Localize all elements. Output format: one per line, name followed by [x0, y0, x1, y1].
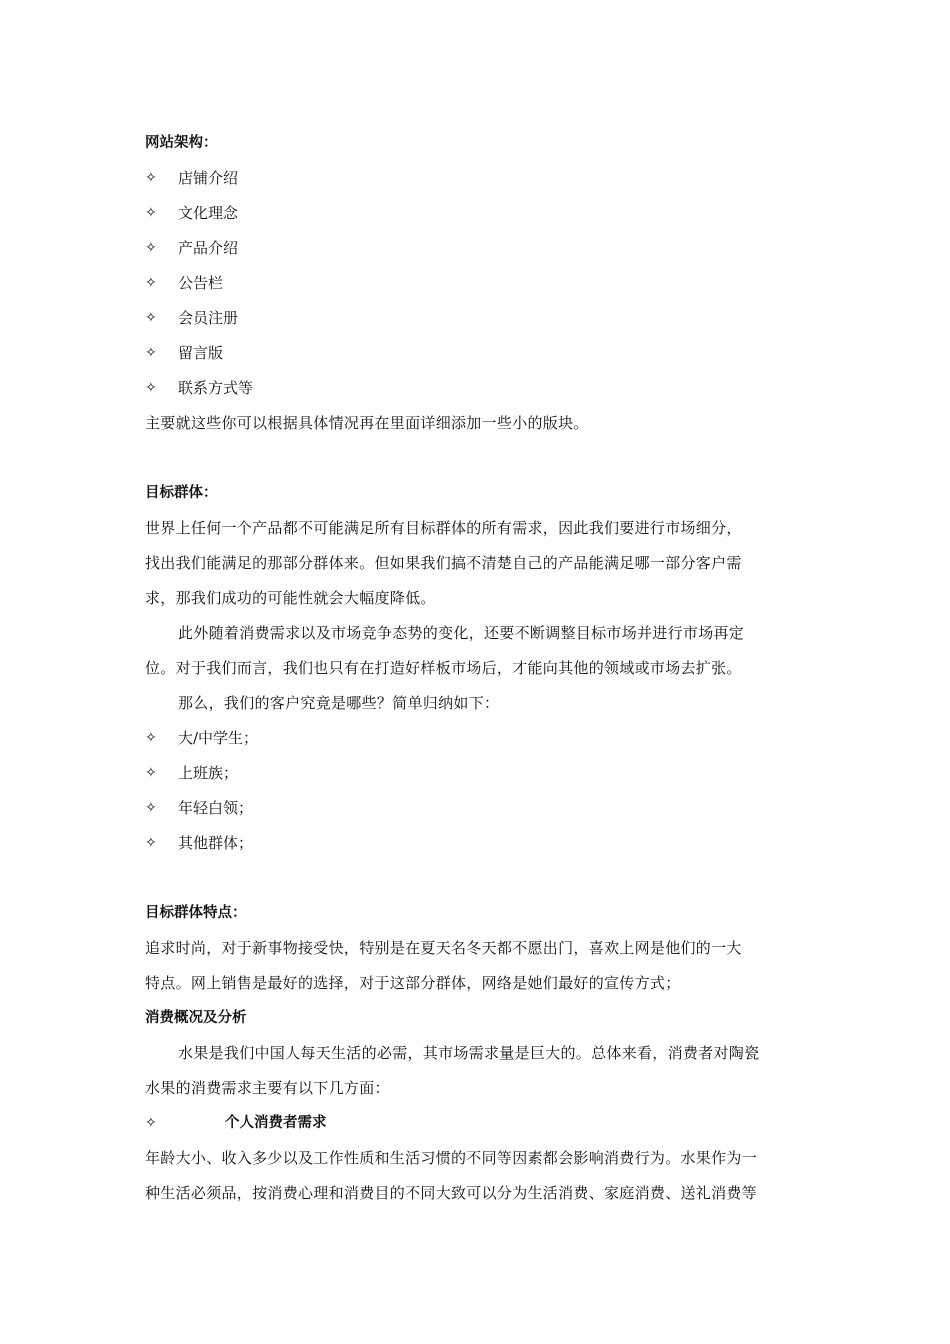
list-item: ✧ 留言版: [145, 336, 825, 371]
section-heading-group-features: 目标群体特点：: [145, 905, 247, 921]
document-page: [145, 126, 825, 1211]
section-heading-consumption: 消费概况及分析: [145, 1010, 247, 1026]
paragraph-line: 年龄大小、收入多少以及工作性质和生活习惯的不同等因素都会影响消费行为。水果作为一: [145, 1149, 758, 1167]
star-bullet-icon: ✧: [145, 765, 157, 781]
list-item: ✧ 其他群体；: [145, 826, 825, 861]
list-item: ✧ 年轻白领；: [145, 791, 825, 826]
star-bullet-icon: ✧: [145, 380, 157, 396]
paragraph-line: 水果的消费需求主要有以下几方面：: [145, 1079, 390, 1097]
paragraph-line: 追求时尚，对于新事物接受快，特别是在夏天名冬天都不愿出门，喜欢上网是他们的一大: [145, 939, 742, 957]
list-item: ✧ 会员注册: [145, 301, 825, 336]
star-bullet-icon: ✧: [145, 240, 157, 256]
list-item: ✧ 店铺介绍: [145, 161, 825, 196]
paragraph-line: 位。对于我们而言，我们也只有在打造好样板市场后，才能向其他的领域或市场去扩张。: [145, 659, 742, 677]
list-item: ✧ 联系方式等: [145, 371, 825, 406]
star-bullet-icon: ✧: [145, 205, 157, 221]
list-item: ✧ 公告栏: [145, 266, 825, 301]
star-bullet-icon: ✧: [145, 800, 157, 816]
paragraph-line: 找出我们能满足的那部分群体来。但如果我们搞不清楚自己的产品能满足哪一部分客户需: [145, 554, 742, 572]
paragraph-line: 特点。网上销售是最好的选择，对于这部分群体，网络是她们最好的宣传方式；: [145, 974, 681, 992]
section-heading-site-structure: 网站架构：: [145, 135, 218, 151]
subheading-personal-demand: 个人消费者需求: [225, 1115, 327, 1131]
list-item: ✧ 产品介绍: [145, 231, 825, 266]
star-bullet-icon: ✧: [145, 310, 157, 326]
paragraph-line: 世界上任何一个产品都不可能满足所有目标群体的所有需求，因此我们要进行市场细分，: [145, 519, 742, 537]
star-bullet-icon: ✧: [145, 275, 157, 291]
site-structure-note: 主要就这些你可以根据具体情况再在里面详细添加一些小的版块。: [145, 414, 589, 432]
star-bullet-icon: ✧: [145, 1115, 157, 1131]
target-group-summary: 那么，我们的客户究竟是哪些？简单归纳如下：: [178, 694, 500, 712]
section-heading-target-group: 目标群体：: [145, 485, 218, 501]
list-item: ✧ 文化理念: [145, 196, 825, 231]
list-item: ✧ 上班族；: [145, 756, 825, 791]
paragraph-line: 此外随着消费需求以及市场竞争态势的变化，还要不断调整目标市场并进行市场再定: [178, 624, 745, 642]
list-item: [145, 1106, 825, 1141]
paragraph-line: 求，那我们成功的可能性就会大幅度降低。: [145, 589, 436, 607]
list-item: ✧ 大/中学生；: [145, 721, 825, 756]
blank-line: [145, 441, 825, 476]
blank-line: [145, 861, 825, 896]
star-bullet-icon: ✧: [145, 345, 157, 361]
star-bullet-icon: ✧: [145, 170, 157, 186]
star-bullet-icon: ✧: [145, 730, 157, 746]
paragraph-line: 水果是我们中国人每天生活的必需，其市场需求量是巨大的。总体来看，消费者对陶瓷: [178, 1044, 760, 1062]
paragraph-line: 种生活必须品，按消费心理和消费目的不同大致可以分为生活消费、家庭消费、送礼消费等: [145, 1184, 758, 1202]
star-bullet-icon: ✧: [145, 835, 157, 851]
